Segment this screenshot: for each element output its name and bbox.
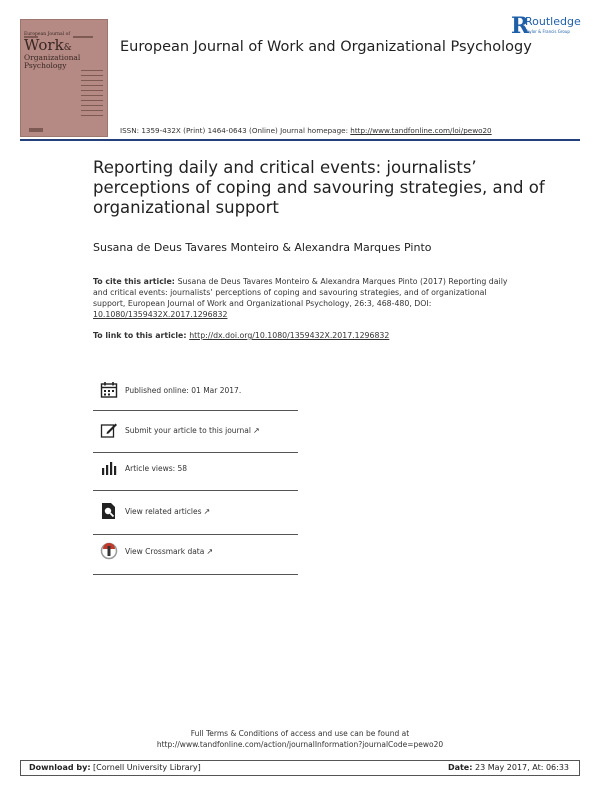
crossmark-row[interactable] xyxy=(93,533,298,569)
article-link-row xyxy=(93,331,389,340)
article-views-row xyxy=(93,450,298,486)
cover-foot-mark xyxy=(29,128,43,132)
downloaded-label: Download by: xyxy=(29,763,91,772)
link-label: To link to this article: xyxy=(93,331,190,340)
article-title: Reporting daily and critical events: journalists’ perceptions of coping and savouring strategies, and of organizational support xyxy=(93,158,545,217)
journal-title: European Journal of Work and Organizational Psychology xyxy=(120,39,532,55)
published-online-text: Published online: 01 Mar 2017. xyxy=(125,386,242,395)
date-value: 23 May 2017, At: 06:33 xyxy=(472,763,569,772)
edit-icon xyxy=(100,421,118,439)
info-divider xyxy=(93,410,298,411)
external-link-icon: ↗ xyxy=(252,426,260,435)
doi-link[interactable]: 10.1080/1359432X.2017.1296832 xyxy=(93,310,228,319)
search-document-icon xyxy=(100,502,118,520)
routledge-r-icon: R xyxy=(511,13,530,39)
date-label: Date: xyxy=(447,763,473,772)
cover-org-line1: Organizational xyxy=(24,53,81,62)
download-info-bar xyxy=(20,760,580,776)
cover-top-marks xyxy=(24,23,102,27)
external-link-icon: ↗ xyxy=(206,547,214,556)
published-online-row xyxy=(93,372,298,408)
calendar-icon xyxy=(100,381,118,399)
cover-decorative-lines xyxy=(81,70,103,120)
terms-notice xyxy=(0,728,600,750)
crossmark-text: View Crossmark data xyxy=(125,547,205,556)
submit-article-link[interactable] xyxy=(125,426,260,435)
cover-small-title: European Journal of xyxy=(24,32,70,37)
crossmark-link[interactable] xyxy=(125,547,213,556)
related-articles-text: View related articles xyxy=(125,507,202,516)
related-articles-row[interactable] xyxy=(93,493,298,529)
citation-block xyxy=(93,276,513,320)
crossmark-icon xyxy=(100,542,118,560)
bar-chart-icon xyxy=(100,459,118,477)
download-date xyxy=(448,763,569,772)
terms-url-link[interactable]: http://www.tandfonline.com/action/journalInformation?journalCode=pewo20 xyxy=(156,740,444,749)
info-divider xyxy=(93,490,298,491)
journal-homepage-link[interactable]: http://www.tandfonline.com/loi/pewo20 xyxy=(350,126,492,135)
external-link-icon: ↗ xyxy=(203,507,211,516)
publisher-name: Routledge xyxy=(525,15,581,28)
header-divider xyxy=(20,139,580,141)
cover-ampersand: & xyxy=(63,43,72,53)
article-url-link[interactable]: http://dx.doi.org/10.1080/1359432X.2017.1296832 xyxy=(189,331,390,340)
related-articles-link[interactable] xyxy=(125,507,210,516)
submit-article-row[interactable] xyxy=(93,412,298,448)
publisher-tagline: Taylor & Francis Group xyxy=(525,29,570,34)
info-divider xyxy=(93,574,298,575)
issn-text: ISSN: 1359-432X (Print) 1464-0643 (Online) Journal homepage: xyxy=(120,126,351,135)
downloaded-value: [Cornell University Library] xyxy=(90,763,201,772)
submit-article-text: Submit your article to this journal xyxy=(125,426,251,435)
terms-line-1: Full Terms & Conditions of access and use can be found at xyxy=(190,729,410,738)
article-views-text: Article views: 58 xyxy=(125,464,188,473)
issn-line xyxy=(120,126,492,135)
citation-text: Susana de Deus Tavares Monteiro & Alexandra Marques Pinto (2017) Reporting daily and critical events: journalists’ perceptions of coping and savouring strategies, and of organizational support, European Journal of Work and Organizational Psychology, 26:3, 468-480, DOI: xyxy=(93,277,508,308)
journal-cover-image xyxy=(20,19,108,137)
cover-org-line2: Psychology xyxy=(24,61,67,70)
article-authors: Susana de Deus Tavares Monteiro & Alexandra Marques Pinto xyxy=(93,241,432,254)
cover-org-title xyxy=(24,54,80,70)
downloaded-by xyxy=(29,763,201,772)
citation-label: To cite this article: xyxy=(93,277,178,286)
cover-work-word: Work xyxy=(24,36,64,54)
